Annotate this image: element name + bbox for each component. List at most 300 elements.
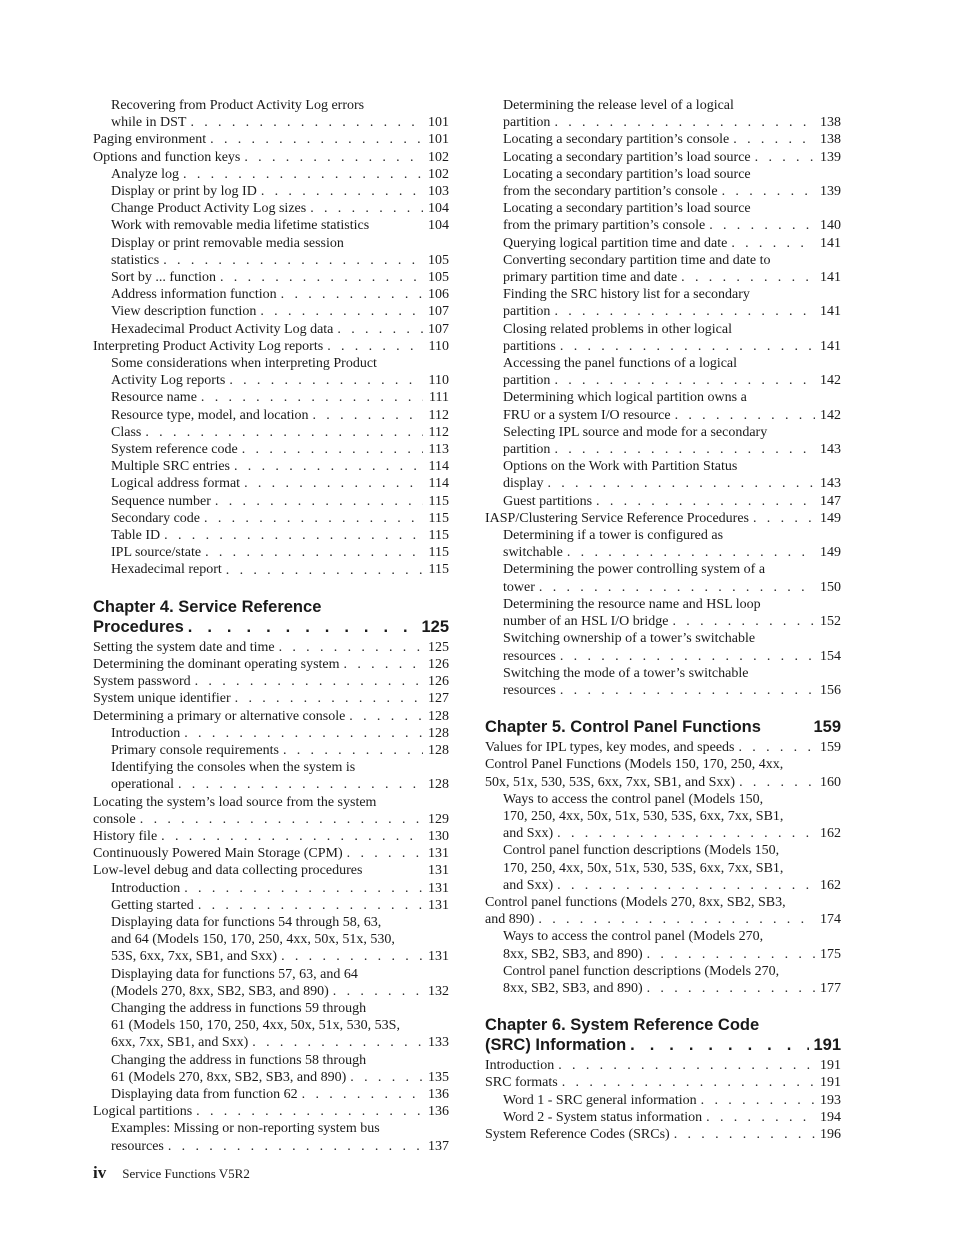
toc-subentry[interactable] (93, 1120, 449, 1154)
dot-leader (145, 424, 423, 441)
toc-entry-text: Display or print removable media session (111, 235, 344, 251)
toc-entry[interactable] (485, 1126, 841, 1143)
toc-entry-text: 53S, 6xx, 7xx, SB1, and Sxx) (111, 949, 278, 965)
dot-leader (674, 1126, 815, 1143)
toc-entry-text: Control panel functions (Models 270, 8xx, SB2, SB3, (485, 894, 786, 910)
dot-leader (753, 510, 815, 527)
toc-subentry[interactable] (93, 407, 449, 424)
toc-page-number: 115 (428, 493, 449, 509)
toc-entry-text: Analyze log (111, 166, 180, 182)
toc-entry-text: Ways to access the control panel (Models 150, (503, 791, 764, 807)
toc-entry-text: partition (503, 304, 551, 320)
toc-entry-text: and Sxx) (503, 877, 554, 893)
toc-entry-text: 8xx, SB2, SB3, and 890) (503, 980, 643, 996)
toc-page-number: 162 (820, 826, 841, 842)
toc-subentry[interactable] (93, 897, 449, 914)
toc-entry-text: Closing related problems in other logical (503, 321, 733, 337)
toc-page-number: 149 (820, 510, 841, 526)
toc-entry-text: Resource name (111, 390, 197, 406)
toc-entry[interactable] (485, 510, 841, 527)
toc-entry-text: Sort by ... function (111, 270, 216, 286)
page-footer (93, 1163, 250, 1183)
toc-entry-text: number of an HSL I/O bridge (503, 614, 669, 630)
dot-leader (281, 948, 423, 965)
dot-leader (205, 544, 423, 561)
toc-entry-text: Logical address format (111, 476, 241, 492)
toc-subentry[interactable] (485, 842, 841, 894)
toc-subentry[interactable] (485, 963, 841, 997)
toc-page-number: 110 (428, 373, 449, 389)
toc-subentry[interactable] (93, 97, 449, 131)
toc-entry-text: while in DST (111, 115, 187, 131)
dot-leader (538, 911, 815, 928)
dot-leader (242, 441, 423, 458)
toc-page-number: 133 (428, 1035, 449, 1051)
toc-entry-text: Options on the Work with Partition Status (503, 459, 738, 475)
toc-entry-text: Control panel function descriptions (Models 270, (503, 963, 780, 979)
toc-subentry[interactable] (93, 217, 449, 234)
dot-leader (196, 1103, 423, 1120)
dot-leader (302, 1086, 423, 1103)
toc-subentry[interactable] (485, 1092, 841, 1109)
toc-page-number: 142 (820, 373, 841, 389)
toc-entry-text: 8xx, SB2, SB3, and 890) (503, 946, 643, 962)
toc-subentry[interactable] (93, 527, 449, 544)
toc-page-number: 142 (820, 407, 841, 423)
toc-entry[interactable] (93, 828, 449, 845)
toc-subentry[interactable] (93, 1000, 449, 1052)
toc-page-number: 140 (820, 218, 841, 234)
toc-entry-text: System reference code (111, 442, 238, 458)
toc-page-number: 152 (820, 614, 841, 630)
toc-entry-text: tower (503, 579, 535, 595)
dot-leader (310, 200, 423, 217)
dot-leader (161, 828, 423, 845)
toc-entry-text: Displaying data for functions 57, 63, and 64 (111, 966, 358, 982)
toc-entry-text: SRC formats (485, 1075, 558, 1091)
toc-page-number: 194 (820, 1109, 841, 1125)
toc-entry-text: partition (503, 442, 551, 458)
toc-page-number: 114 (428, 459, 449, 475)
toc-subentry[interactable] (485, 458, 841, 492)
toc-subentry[interactable] (485, 665, 841, 699)
toc-entry-text: System unique identifier (93, 691, 231, 707)
toc-page-number: 193 (820, 1092, 841, 1108)
dot-leader (765, 717, 810, 737)
toc-page-number: 128 (428, 742, 449, 758)
toc-page-number: 159 (813, 718, 841, 737)
dot-leader (547, 475, 815, 492)
toc-entry-text: Displaying data for functions 54 through 58, 63, (111, 914, 382, 930)
toc-subentry[interactable] (93, 424, 449, 441)
toc-page-number: 101 (428, 132, 449, 148)
toc-entry-text: Querying logical partition time and date (503, 235, 728, 251)
toc-entry-text: Change Product Activity Log sizes (111, 201, 307, 217)
toc-page-number: 115 (428, 545, 449, 561)
toc-entry-text: partitions (503, 338, 556, 354)
toc-entry-text: 6xx, 7xx, SB1, and Sxx) (111, 1035, 249, 1051)
toc-entry-text: Work with removable media lifetime statistics (111, 218, 370, 234)
toc-page-number: 139 (820, 184, 841, 200)
toc-subentry[interactable] (485, 149, 841, 166)
toc-page-number: 191 (813, 1036, 841, 1055)
toc-entry-text: System password (93, 674, 191, 690)
toc-page-number: 141 (820, 270, 841, 286)
dot-leader (215, 493, 423, 510)
toc-entry[interactable] (93, 1103, 449, 1120)
toc-entry-text: Table ID (111, 528, 161, 544)
toc-entry-text: partition (503, 373, 551, 389)
toc-right-column (485, 97, 841, 1143)
dot-leader (675, 407, 815, 424)
toc-entry-text: Continuously Powered Main Storage (CPM) (93, 846, 343, 862)
toc-subentry[interactable] (93, 544, 449, 561)
toc-entry-text: Determining the release level of a logical (503, 98, 734, 113)
toc-entry-text: Display or print by log ID (111, 184, 257, 200)
toc-page-number: 128 (428, 777, 449, 793)
dot-leader (755, 149, 815, 166)
dot-leader (140, 811, 423, 828)
toc-page-number: 154 (820, 648, 841, 664)
toc-page-number: 113 (428, 442, 449, 458)
toc-entry-text: Accessing the panel functions of a logical (503, 356, 738, 372)
toc-subentry[interactable] (485, 791, 841, 843)
toc-subentry[interactable] (93, 725, 449, 742)
toc-subentry[interactable] (93, 914, 449, 966)
toc-subentry[interactable] (93, 742, 449, 759)
dot-leader (333, 983, 423, 1000)
toc-entry-text: Switching ownership of a tower’s switchable (503, 631, 756, 647)
dot-leader (350, 1069, 423, 1086)
toc-entry[interactable] (93, 656, 449, 673)
toc-entry-text: Locating a secondary partition’s load source (503, 149, 751, 165)
dot-leader (557, 825, 815, 842)
toc-page-number: 130 (428, 828, 449, 844)
toc-entry-text: Determining the power controlling system of a (503, 562, 766, 578)
toc-entry-text: Options and function keys (93, 149, 241, 165)
toc-page-number: 128 (428, 725, 449, 741)
toc-page-number: 128 (428, 708, 449, 724)
toc-entry-text: 61 (Models 270, 8xx, SB2, SB3, and 890) (111, 1069, 347, 1085)
toc-entry-text: from the secondary partition’s console (503, 184, 718, 200)
toc-page-number: 115 (428, 510, 449, 526)
toc-page-number: 132 (428, 983, 449, 999)
toc-page-number: 137 (428, 1138, 449, 1154)
toc-entry-text: Finding the SRC history list for a secondary (503, 287, 750, 303)
toc-page-number: 131 (428, 863, 449, 879)
toc-page-number: 136 (428, 1086, 449, 1102)
dot-leader (184, 725, 423, 742)
toc-subentry[interactable] (485, 200, 841, 234)
dot-leader (226, 562, 423, 579)
dot-leader (701, 1092, 815, 1109)
toc-page-number: 177 (820, 980, 841, 996)
toc-entry[interactable] (93, 639, 449, 656)
toc-entry-text: (SRC) Information (485, 1036, 627, 1055)
toc-entry-text: 50x, 51x, 530, 53S, 6xx, 7xx, SB1, and Sxx) (485, 774, 736, 790)
toc-entry-text: Determining if a tower is configured as (503, 528, 724, 544)
toc-entry-text: primary partition time and date (503, 270, 678, 286)
toc-subentry[interactable] (485, 527, 841, 561)
toc-entry-text: Class (111, 424, 142, 440)
toc-subentry[interactable] (93, 493, 449, 510)
toc-entry-text: and 64 (Models 150, 170, 250, 4xx, 50x, 51x, 530, (111, 932, 395, 948)
toc-entry-text: Values for IPL types, key modes, and speeds (485, 740, 735, 756)
toc-subentry[interactable] (93, 269, 449, 286)
toc-subentry[interactable] (93, 458, 449, 475)
toc-entry-text: Changing the address in functions 59 through (111, 1000, 367, 1016)
toc-page-number: 102 (428, 149, 449, 165)
toc-page-number: 126 (428, 674, 449, 690)
dot-leader (554, 372, 815, 389)
toc-entry-text: Introduction (485, 1058, 555, 1074)
toc-subentry[interactable] (93, 235, 449, 269)
toc-entry-text: History file (93, 828, 158, 844)
toc-page-number: 143 (820, 476, 841, 492)
toc-subentry[interactable] (93, 475, 449, 492)
dot-leader (252, 1034, 423, 1051)
toc-subentry[interactable] (485, 131, 841, 148)
toc-subentry[interactable] (93, 966, 449, 1000)
toc-entry-text: Paging environment (93, 132, 207, 148)
toc-entry[interactable] (93, 862, 449, 879)
toc-entry[interactable] (93, 708, 449, 725)
toc-subentry[interactable] (485, 235, 841, 252)
toc-page-number: 138 (820, 115, 841, 131)
toc-entry-text: Guest partitions (503, 493, 593, 509)
toc-entry[interactable] (93, 845, 449, 862)
dot-leader (722, 183, 815, 200)
toc-page-number: 135 (428, 1069, 449, 1085)
toc-page-number: 150 (820, 579, 841, 595)
toc-subentry[interactable] (485, 493, 841, 510)
toc-subentry[interactable] (485, 321, 841, 355)
toc-subentry[interactable] (93, 441, 449, 458)
toc-subentry[interactable] (93, 389, 449, 406)
dot-leader (366, 862, 423, 879)
dot-leader (260, 303, 423, 320)
toc-subentry[interactable] (485, 252, 841, 286)
toc-page-number: 131 (428, 846, 449, 862)
toc-entry-text: Chapter 6. System Reference Code (485, 1016, 760, 1035)
toc-page-number: 141 (820, 338, 841, 354)
toc-entry[interactable] (485, 1057, 841, 1074)
dot-leader (163, 252, 423, 269)
toc-entry-text: (Models 270, 8xx, SB2, SB3, and 890) (111, 983, 329, 999)
toc-page-number: 160 (820, 774, 841, 790)
toc-entry[interactable] (485, 739, 841, 756)
toc-page-number: 141 (820, 235, 841, 251)
chapter-heading[interactable] (485, 717, 841, 737)
toc-entry-text: Word 1 - SRC general information (503, 1092, 697, 1108)
toc-entry-text: IPL source/state (111, 545, 202, 561)
dot-leader (244, 149, 423, 166)
dot-leader (560, 682, 815, 699)
toc-page-number: 111 (429, 390, 449, 406)
dot-leader (738, 739, 815, 756)
toc-entry-text: Locating a secondary partition’s load source (503, 201, 751, 217)
toc-page-number: 147 (820, 493, 841, 509)
toc-page-number: 149 (820, 545, 841, 561)
toc-entry[interactable] (485, 894, 841, 928)
toc-page-number: 103 (428, 184, 449, 200)
toc-entry[interactable] (485, 1074, 841, 1091)
dot-leader (347, 845, 423, 862)
toc-page-number: 125 (428, 639, 449, 655)
toc-subentry[interactable] (485, 389, 841, 423)
chapter-heading[interactable] (485, 1015, 841, 1055)
toc-entry-text: IASP/Clustering Service Reference Procedures (485, 510, 749, 526)
toc-subentry[interactable] (93, 1052, 449, 1086)
toc-subentry[interactable] (93, 510, 449, 527)
dot-leader (220, 269, 423, 286)
toc-entry-text: console (93, 811, 136, 827)
dot-leader (681, 269, 815, 286)
toc-entry-text: Multiple SRC entries (111, 459, 230, 475)
toc-subentry[interactable] (93, 355, 449, 389)
toc-page-number: 129 (428, 811, 449, 827)
dot-leader (560, 338, 815, 355)
dot-leader (562, 1074, 815, 1091)
dot-leader (327, 338, 423, 355)
toc-entry-text: Determining the resource name and HSL loop (503, 596, 761, 612)
toc-entry[interactable] (93, 673, 449, 690)
toc-subentry[interactable] (485, 424, 841, 458)
dot-leader (195, 673, 423, 690)
dot-leader (709, 217, 815, 234)
toc-entry-text: Converting secondary partition time and date to (503, 252, 771, 268)
toc-page-number: 139 (820, 149, 841, 165)
toc-subentry[interactable] (485, 1109, 841, 1126)
toc-entry[interactable] (93, 131, 449, 148)
toc-subentry[interactable] (485, 561, 841, 595)
dot-leader (184, 880, 423, 897)
toc-subentry[interactable] (485, 166, 841, 200)
dot-leader (373, 217, 423, 234)
toc-entry-text: Word 2 - System status information (503, 1109, 703, 1125)
toc-entry-text: Control panel function descriptions (Models 150, (503, 843, 780, 859)
chapter-heading[interactable] (93, 597, 449, 637)
dot-leader (706, 1109, 815, 1126)
toc-entry-text: Hexadecimal report (111, 562, 222, 578)
dot-leader (557, 877, 815, 894)
toc-entry[interactable] (93, 149, 449, 166)
toc-subentry[interactable] (485, 97, 841, 131)
toc-page-number: 174 (820, 912, 841, 928)
toc-page-number: 175 (820, 946, 841, 962)
toc-entry-text: resources (503, 648, 556, 664)
toc-entry-text: operational (111, 777, 174, 793)
toc-subentry[interactable] (485, 928, 841, 962)
toc-subentry[interactable] (93, 561, 449, 578)
toc-entry-text: Determining a primary or alternative console (93, 708, 346, 724)
toc-page-number: 115 (428, 562, 449, 578)
toc-subentry[interactable] (93, 303, 449, 320)
toc-entry-text: display (503, 476, 544, 492)
dot-leader (183, 166, 423, 183)
dot-leader (279, 639, 423, 656)
toc-subentry[interactable] (93, 286, 449, 303)
toc-entry-text: Locating the system’s load source from the system (93, 794, 377, 810)
dot-leader (647, 946, 815, 963)
toc-entry-text: Chapter 4. Service Reference (93, 597, 322, 616)
dot-leader (554, 114, 815, 131)
toc-page-number: 143 (820, 442, 841, 458)
toc-entry[interactable] (485, 756, 841, 790)
toc-page-number: 131 (428, 949, 449, 965)
toc-subentry[interactable] (93, 1086, 449, 1103)
toc-entry-text: switchable (503, 545, 563, 561)
toc-entry-text: View description function (111, 304, 257, 320)
toc-entry-text: Determining the dominant operating system (93, 656, 340, 672)
toc-entry-text: Ways to access the control panel (Models 270, (503, 929, 764, 945)
toc-entry[interactable] (93, 338, 449, 355)
toc-page-number: 106 (428, 287, 449, 303)
toc-page-number: 102 (428, 166, 449, 182)
toc-subentry[interactable] (485, 286, 841, 320)
dot-leader (235, 690, 423, 707)
toc-subentry[interactable] (93, 880, 449, 897)
dot-leader (190, 114, 423, 131)
toc-page-number: 101 (428, 115, 449, 131)
dot-leader (283, 742, 423, 759)
toc-subentry[interactable] (485, 355, 841, 389)
dot-leader (554, 303, 815, 320)
toc-subentry[interactable] (485, 596, 841, 630)
dot-leader (244, 475, 423, 492)
toc-entry-text: Primary console requirements (111, 742, 279, 758)
toc-subentry[interactable] (93, 183, 449, 200)
dot-leader (344, 656, 423, 673)
toc-subentry[interactable] (93, 759, 449, 793)
dot-leader (234, 458, 423, 475)
toc-subentry[interactable] (93, 166, 449, 183)
dot-leader (198, 897, 423, 914)
dot-leader (731, 235, 815, 252)
toc-page-number: 196 (820, 1126, 841, 1142)
toc-entry[interactable] (93, 690, 449, 707)
toc-entry-text: Interpreting Product Activity Log reports (93, 338, 324, 354)
toc-entry-text: Some considerations when interpreting Product (111, 356, 377, 372)
toc-page-number: 127 (428, 691, 449, 707)
footer-book-title: Service Functions V5R2 (122, 1166, 250, 1181)
toc-subentry[interactable] (485, 630, 841, 664)
dot-leader (647, 980, 815, 997)
toc-entry-text: Introduction (111, 725, 181, 741)
toc-entry-text: Locating a secondary partition’s console (503, 132, 730, 148)
toc-left-column (93, 97, 449, 1155)
dot-leader (164, 527, 423, 544)
toc-page-number: 104 (428, 218, 449, 234)
toc-page-number: 115 (428, 528, 449, 544)
toc-entry-text: 61 (Models 150, 170, 250, 4xx, 50x, 51x, 530, 53S, (111, 1018, 400, 1034)
toc-subentry[interactable] (93, 200, 449, 217)
toc-page-number: 136 (428, 1104, 449, 1120)
toc-entry-text: Control Panel Functions (Models 150, 170, 250, 4xx, (485, 757, 784, 773)
toc-entry[interactable] (93, 794, 449, 828)
toc-page-number: 162 (820, 877, 841, 893)
toc-page-number: 141 (820, 304, 841, 320)
toc-subentry[interactable] (93, 321, 449, 338)
toc-page-number: 105 (428, 252, 449, 268)
dot-leader (168, 1138, 423, 1155)
toc-page-number: 159 (820, 740, 841, 756)
toc-entry-text: Hexadecimal Product Activity Log data (111, 321, 334, 337)
toc-page-number: 107 (428, 304, 449, 320)
dot-leader (178, 776, 423, 793)
toc-entry-text: Recovering from Product Activity Log errors (111, 98, 365, 113)
toc-page-number: 112 (428, 424, 449, 440)
